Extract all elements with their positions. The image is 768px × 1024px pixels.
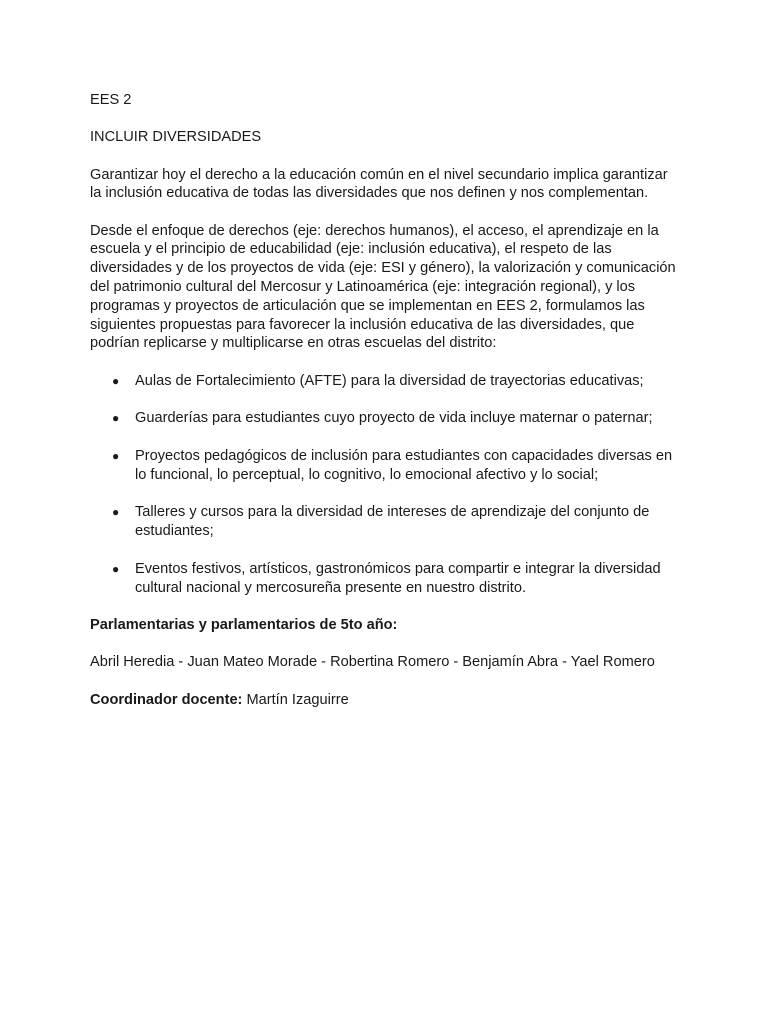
list-item <box>90 560 682 598</box>
coordinator-line <box>90 691 682 710</box>
list-item <box>90 409 682 428</box>
intro-paragraph: Garantizar hoy el derecho a la educación común en el nivel secundario implica garantizar la inclusión educativa de todas las diversidades que nos definen y nos complementan. <box>90 166 668 202</box>
list-item <box>90 503 682 541</box>
document-page <box>90 91 682 728</box>
list-item <box>90 447 682 485</box>
bullet-icon: ● <box>112 411 120 426</box>
list-item <box>90 372 682 391</box>
list-item-text: Aulas de Fortalecimiento (AFTE) para la diversidad de trayectorias educativas; <box>135 372 644 389</box>
school-name: EES 2 <box>90 92 132 108</box>
body-paragraph: Desde el enfoque de derechos (eje: derechos humanos), el acceso, el aprendizaje en la escuela y el principio de educabilidad (eje: inclusión educativa), el respeto de las diversidades y de los proyectos de vida (eje: ESI y género), la valorización y comunicación del patrimonio cultural del Mercosur y Latinoamérica (eje: integración regional), y los programas y proyectos de articulación que se implementan en EES 2, formulamos las siguientes propuestas para favorecer la inclusión educativa de las diversidades, que podrían replicarse y multiplicarse en otras escuelas del distrito: <box>90 222 676 352</box>
list-item-text: Talleres y cursos para la diversidad de intereses de aprendizaje del conjunto de estudiantes; <box>135 504 650 540</box>
parliamentarians-heading: Parlamentarias y parlamentarios de 5to año: <box>90 617 398 634</box>
parliamentarians-list: Abril Heredia - Juan Mateo Morade - Robertina Romero - Benjamín Abra - Yael Romero <box>90 654 655 671</box>
bullet-icon: ● <box>112 561 120 576</box>
list-item-text: Eventos festivos, artísticos, gastronómicos para compartir e integrar la diversidad cultural nacional y mercosureña presente en nuestro distrito. <box>135 560 661 596</box>
coordinator-name: Martín Izaguirre <box>242 691 349 708</box>
bullet-icon: ● <box>112 448 120 463</box>
document-title: INCLUIR DIVERSIDADES <box>90 129 262 146</box>
bullet-icon: ● <box>112 373 120 388</box>
list-item-text: Proyectos pedagógicos de inclusión para estudiantes con capacidades diversas en lo funcional, lo perceptual, lo cognitivo, lo emocional afectivo y lo social; <box>135 447 673 483</box>
coordinator-label: Coordinador docente: <box>90 691 243 708</box>
proposals-list <box>90 372 682 598</box>
bullet-icon: ● <box>112 505 120 520</box>
list-item-text: Guarderías para estudiantes cuyo proyecto de vida incluye maternar o paternar; <box>135 410 653 427</box>
